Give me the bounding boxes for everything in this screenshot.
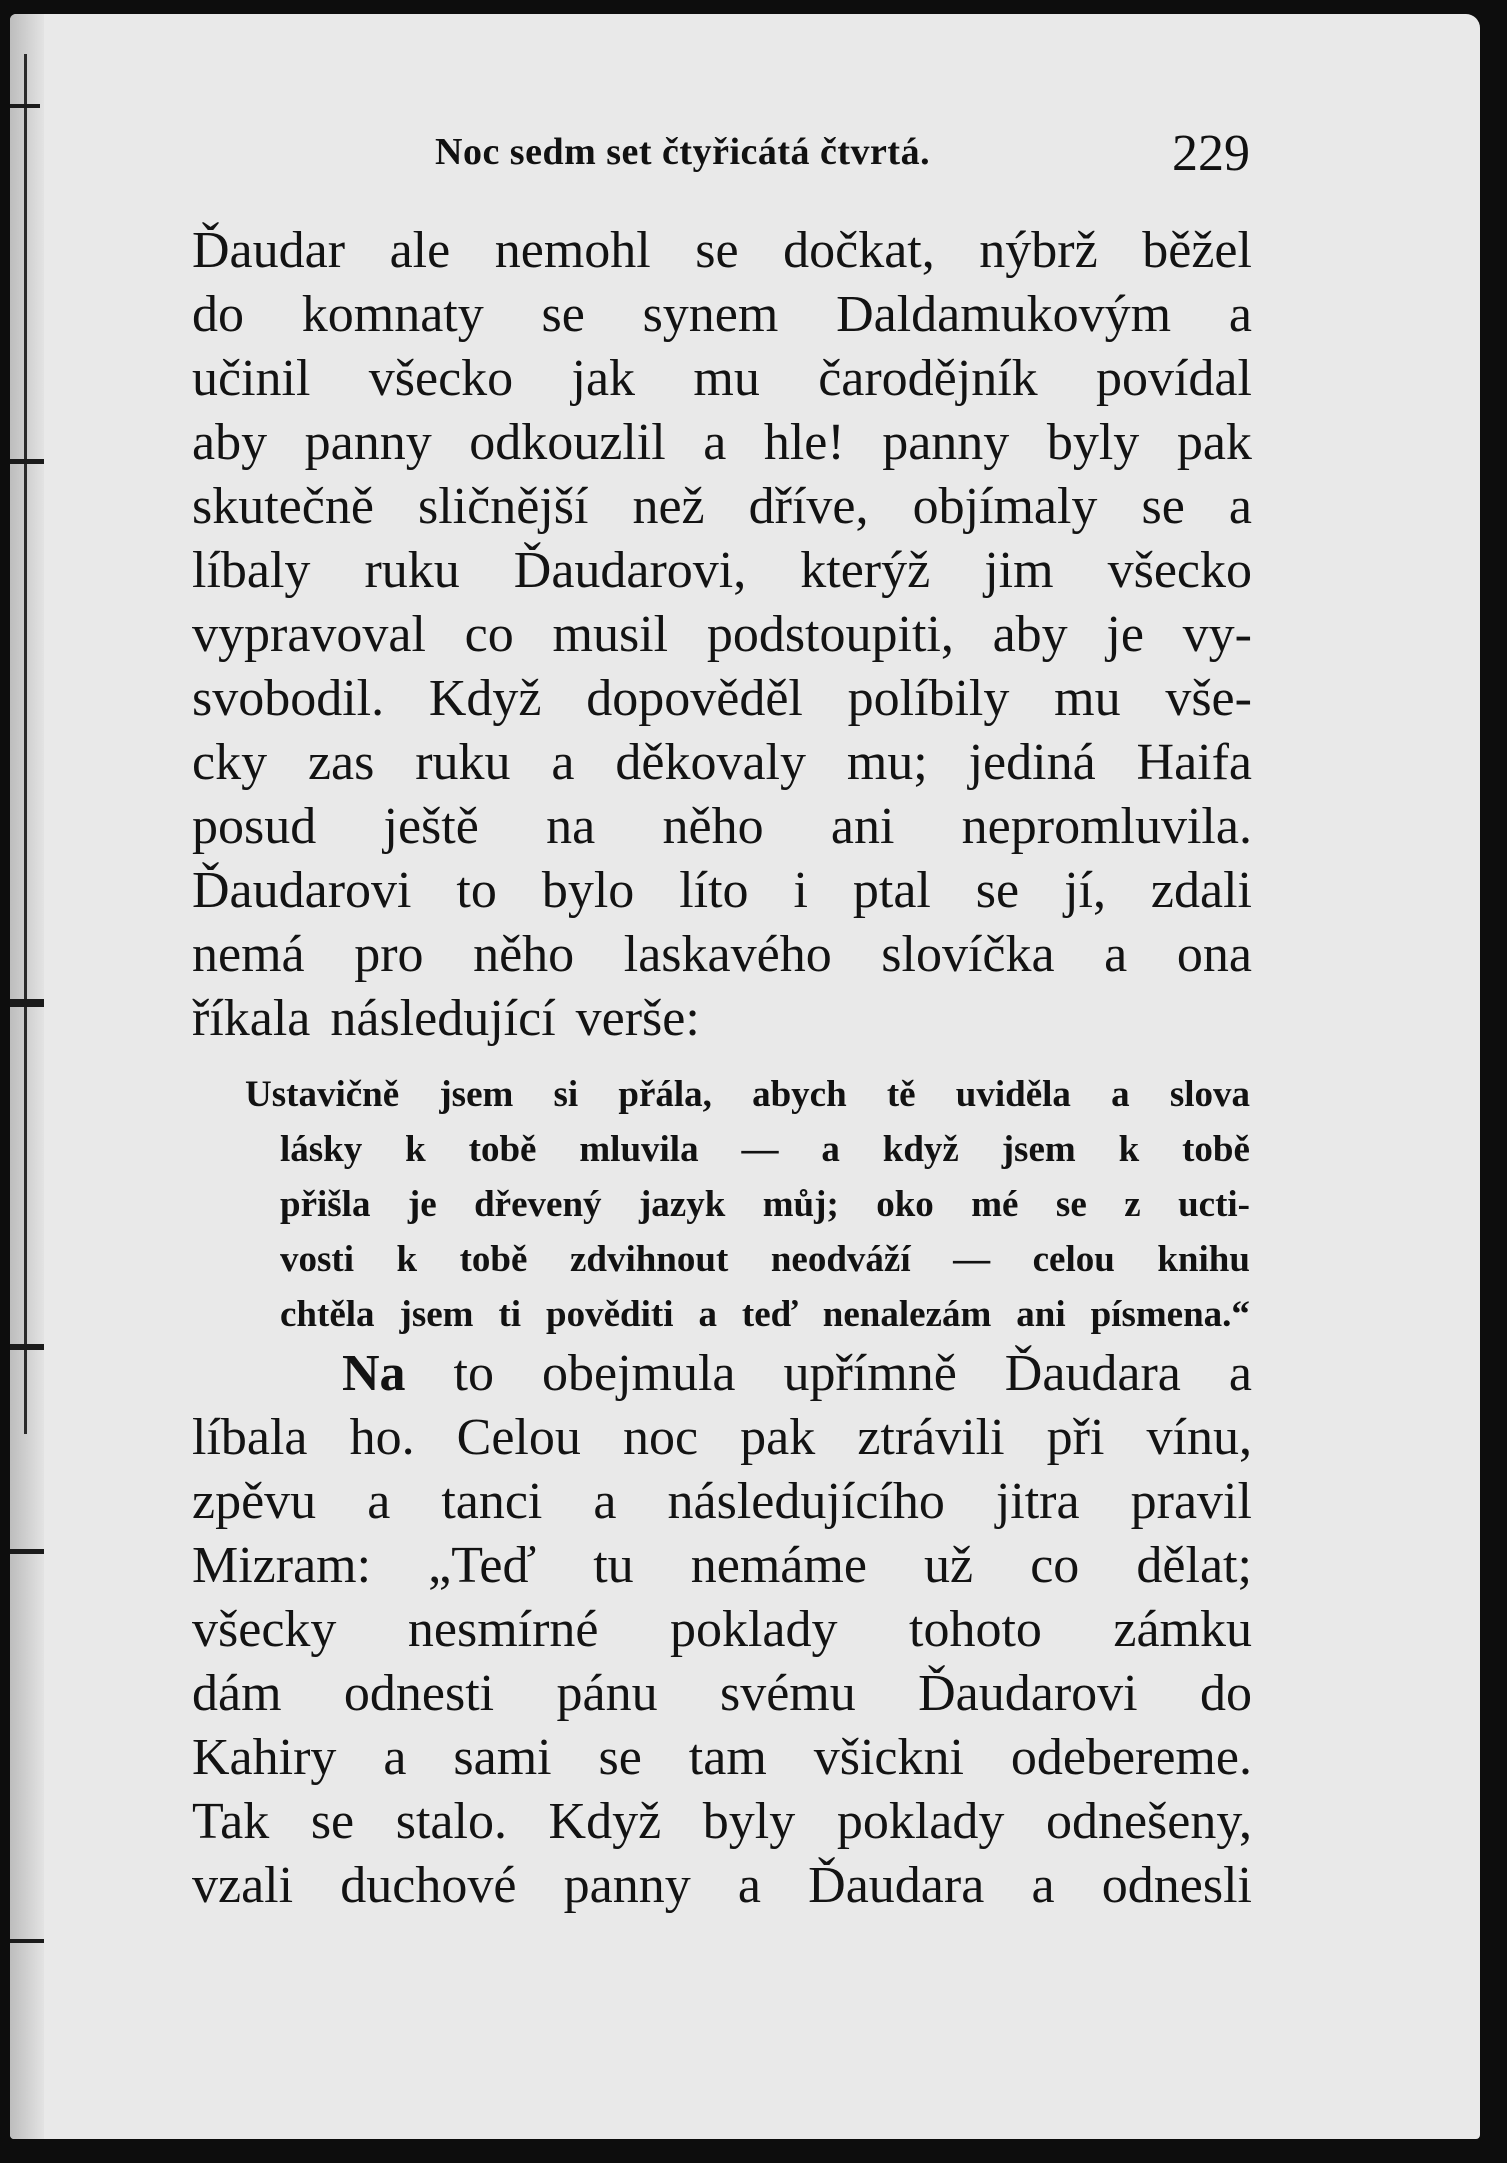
word: a	[737, 1857, 761, 1914]
word: k	[396, 1239, 418, 1280]
text-line	[192, 795, 1252, 859]
running-head: Noc sedm set čtyřicátá čtvrtá.	[435, 131, 931, 173]
word: dopověděl	[586, 670, 803, 727]
word: povídal	[1095, 350, 1252, 407]
word: tu	[593, 1537, 634, 1594]
text-line	[192, 283, 1252, 347]
word: a	[383, 1729, 407, 1786]
word: dřevený	[474, 1184, 602, 1225]
word: tobě	[1182, 1129, 1250, 1170]
word: Celou	[456, 1409, 581, 1466]
word: byly	[702, 1793, 796, 1850]
text-line	[192, 1470, 1252, 1534]
word: mu	[1054, 670, 1121, 727]
text-line	[192, 1854, 1252, 1918]
text-line	[192, 219, 1252, 283]
word: Daldamukovým	[836, 286, 1172, 343]
word: se	[1141, 478, 1185, 535]
text-line	[192, 347, 1252, 411]
page-header	[10, 124, 1480, 184]
word: mé	[971, 1184, 1019, 1225]
word: pánu	[556, 1665, 658, 1722]
word: ho.	[349, 1409, 415, 1466]
text-line	[192, 923, 1252, 987]
word: a	[1031, 1857, 1055, 1914]
text-line	[192, 1662, 1252, 1726]
word: svobodil.	[192, 670, 385, 727]
word: lásky	[280, 1129, 363, 1170]
word: dříve,	[748, 478, 869, 535]
paragraph-2	[192, 1342, 1252, 1918]
word: aby	[192, 414, 268, 471]
word: mu;	[846, 734, 928, 791]
gutter-line	[24, 54, 27, 1434]
word: při	[1046, 1409, 1105, 1466]
text-line	[245, 1177, 1250, 1232]
gutter-mark	[10, 1549, 44, 1554]
text-line	[245, 1232, 1250, 1287]
word: odebereme.	[1010, 1729, 1252, 1786]
word: tobě	[468, 1129, 537, 1170]
word: a	[1228, 1345, 1252, 1402]
page-number: 229	[1172, 125, 1250, 182]
text-line	[192, 603, 1252, 667]
word: ani	[1016, 1294, 1066, 1335]
word: Ďaudara	[808, 1857, 985, 1914]
gutter-mark	[10, 1344, 44, 1350]
word: když	[882, 1129, 959, 1170]
word: na	[546, 798, 596, 855]
word: chtěla	[280, 1294, 375, 1335]
word: cky	[192, 734, 268, 791]
word: vínu,	[1146, 1409, 1252, 1466]
word: dám	[192, 1665, 282, 1722]
word: nemohl	[494, 222, 651, 279]
word: a	[1111, 1074, 1130, 1115]
text-line	[192, 667, 1252, 731]
word: pak	[1176, 414, 1252, 471]
word: písmena.“	[1090, 1294, 1250, 1335]
word: jsem	[1001, 1129, 1076, 1170]
word: jak	[571, 350, 636, 407]
word: —	[741, 1129, 779, 1170]
word: mluvila	[579, 1129, 699, 1170]
word: duchové	[340, 1857, 517, 1914]
word: tobě	[459, 1239, 528, 1280]
text-line	[192, 475, 1252, 539]
word: obejmula	[541, 1345, 736, 1402]
word: dělat;	[1136, 1537, 1252, 1594]
word: do	[1199, 1665, 1252, 1722]
word: políbily	[847, 670, 1010, 727]
word: laskavého	[623, 926, 832, 983]
word: všickni	[813, 1729, 964, 1786]
word: přála,	[618, 1074, 712, 1115]
word: čarodějník	[818, 350, 1038, 407]
word: sličnější	[417, 478, 589, 535]
word: pravil	[1130, 1473, 1252, 1530]
word: celou	[1032, 1239, 1115, 1280]
word: vše-	[1165, 670, 1252, 727]
word: a	[1104, 926, 1128, 983]
word: tohoto	[909, 1601, 1042, 1658]
word: ani	[830, 798, 895, 855]
word: Haifa	[1136, 734, 1252, 791]
word: komnaty	[301, 286, 484, 343]
word: běžel	[1142, 222, 1252, 279]
word: tanci	[441, 1473, 543, 1530]
word: vy-	[1182, 606, 1252, 663]
word: odkouzlil	[469, 414, 666, 471]
gutter-mark	[10, 999, 44, 1007]
word: panny	[304, 414, 432, 471]
word: to	[453, 1345, 494, 1402]
word: jim	[984, 542, 1054, 599]
word: synem	[642, 286, 779, 343]
word: jazyk	[638, 1184, 726, 1225]
word: a	[821, 1129, 840, 1170]
word: kterýž	[800, 542, 931, 599]
word: nenalezám	[822, 1294, 992, 1335]
verse-block	[245, 1067, 1250, 1342]
word: nemá	[192, 926, 305, 983]
word: se	[598, 1729, 642, 1786]
word: objímaly	[912, 478, 1098, 535]
word: slova	[1169, 1074, 1250, 1115]
gutter-mark	[10, 1939, 44, 1943]
word: co	[1030, 1537, 1080, 1594]
word: Ďaudarovi	[918, 1665, 1138, 1722]
word: svému	[719, 1665, 856, 1722]
word: ztrávili	[857, 1409, 1005, 1466]
text-line	[192, 1726, 1252, 1790]
word: ruku	[364, 542, 460, 599]
word: zdvihnout	[569, 1239, 729, 1280]
word: abych	[752, 1074, 847, 1115]
word: stalo.	[395, 1793, 507, 1850]
text-line	[245, 1122, 1250, 1177]
book-page	[10, 14, 1480, 2139]
word: noc	[622, 1409, 699, 1466]
text-line	[192, 1598, 1252, 1662]
word: pověditi	[546, 1294, 674, 1335]
word: poklady	[836, 1793, 1005, 1850]
word: přišla	[280, 1184, 371, 1225]
word: i	[793, 862, 808, 919]
word: učinil	[192, 350, 311, 407]
word: Kahiry	[192, 1729, 337, 1786]
word: jsem	[399, 1294, 474, 1335]
word: něho	[473, 926, 575, 983]
word: Tak	[192, 1793, 270, 1850]
word: teď	[741, 1294, 798, 1335]
text-line	[192, 1534, 1252, 1598]
word: se	[541, 286, 585, 343]
word: z	[1124, 1184, 1141, 1225]
word: poklady	[669, 1601, 838, 1658]
word: k	[1118, 1129, 1140, 1170]
word: byly	[1046, 414, 1140, 471]
word: následující	[330, 990, 556, 1047]
text-line	[192, 1406, 1252, 1470]
word: mu	[693, 350, 760, 407]
word: můj;	[762, 1184, 839, 1225]
word: odnesti	[343, 1665, 495, 1722]
word: děkovaly	[615, 734, 806, 791]
text-line	[245, 1287, 1250, 1342]
word: do	[192, 286, 244, 343]
word: a	[367, 1473, 391, 1530]
word: ptal	[852, 862, 931, 919]
word: líto	[679, 862, 749, 919]
text-line	[192, 411, 1252, 475]
word: vosti	[280, 1239, 354, 1280]
word: Když	[548, 1793, 662, 1850]
word: vzali	[192, 1857, 294, 1914]
word: Ďaudara	[1004, 1345, 1181, 1402]
word: ucti-	[1178, 1184, 1250, 1225]
word: slovíčka	[881, 926, 1055, 983]
word: upřímně	[783, 1345, 957, 1402]
word: a	[1228, 286, 1252, 343]
word: jí,	[1064, 862, 1106, 919]
paragraph-1	[192, 219, 1252, 1051]
word: a	[593, 1473, 617, 1530]
gutter-mark	[10, 104, 40, 108]
text-line	[192, 987, 1252, 1051]
word: než	[632, 478, 705, 535]
text-line	[192, 731, 1252, 795]
word: podstoupiti,	[706, 606, 954, 663]
word: pak	[740, 1409, 816, 1466]
word: všecko	[368, 350, 514, 407]
word: ti	[498, 1294, 522, 1335]
word: bylo	[541, 862, 635, 919]
word: jediná	[968, 734, 1096, 791]
word: se	[695, 222, 739, 279]
word: tě	[886, 1074, 916, 1115]
text-line	[192, 539, 1252, 603]
word: zas	[307, 734, 375, 791]
word: zámku	[1113, 1601, 1252, 1658]
text-line	[192, 1342, 1252, 1406]
word: neodváží	[770, 1239, 911, 1280]
word: nesmírné	[407, 1601, 599, 1658]
word: tam	[688, 1729, 767, 1786]
word: říkala	[192, 990, 311, 1047]
word: posud	[192, 798, 317, 855]
word: panny	[563, 1857, 691, 1914]
page-gutter	[10, 14, 44, 2139]
word: odnesli	[1101, 1857, 1252, 1914]
word: všecky	[192, 1601, 337, 1658]
word: jsem	[439, 1074, 514, 1115]
word: knihu	[1157, 1239, 1250, 1280]
word: všecko	[1107, 542, 1252, 599]
word: oko	[876, 1184, 934, 1225]
word: se	[310, 1793, 355, 1850]
gutter-mark	[10, 459, 44, 464]
word: uviděla	[955, 1074, 1071, 1115]
word: to	[456, 862, 497, 919]
word: už	[924, 1537, 974, 1594]
word: je	[1106, 606, 1144, 663]
word: —	[953, 1239, 991, 1280]
word: ruku	[415, 734, 511, 791]
word: nemáme	[690, 1537, 867, 1594]
word: a	[698, 1294, 717, 1335]
word: je	[407, 1184, 437, 1225]
word: hle!	[763, 414, 845, 471]
word: Ďaudarovi,	[513, 542, 747, 599]
word: následujícího	[667, 1473, 945, 1530]
word: Ustavičně	[245, 1074, 400, 1115]
word: si	[553, 1074, 579, 1115]
word: a	[1228, 478, 1252, 535]
word: Když	[428, 670, 542, 727]
word: odnešeny,	[1045, 1793, 1252, 1850]
word: líbaly	[192, 542, 311, 599]
word: aby	[992, 606, 1068, 663]
word: pro	[354, 926, 424, 983]
word: dočkat,	[783, 222, 935, 279]
word: ona	[1176, 926, 1252, 983]
word: a	[551, 734, 575, 791]
word: Mizram:	[192, 1537, 372, 1594]
word: Na	[342, 1345, 406, 1402]
word: nepromluvila.	[961, 798, 1252, 855]
word: něho	[662, 798, 764, 855]
word: ještě	[383, 798, 479, 855]
word: verše:	[575, 990, 700, 1047]
text-line	[192, 1790, 1252, 1854]
word: skutečně	[192, 478, 374, 535]
text-line	[192, 859, 1252, 923]
word: vypravoval	[192, 606, 426, 663]
word: Ďaudarovi	[192, 862, 412, 919]
word: „Teď	[428, 1537, 537, 1594]
word: nýbrž	[979, 222, 1098, 279]
word: panny	[882, 414, 1010, 471]
word: ale	[389, 222, 451, 279]
word: se	[1055, 1184, 1087, 1225]
word: zdali	[1150, 862, 1252, 919]
word: jitra	[995, 1473, 1080, 1530]
word: líbala	[192, 1409, 308, 1466]
word: a	[703, 414, 727, 471]
word: sami	[453, 1729, 552, 1786]
word: se	[975, 862, 1020, 919]
word: Ďaudar	[192, 222, 346, 279]
word: zpěvu	[192, 1473, 317, 1530]
word: co	[464, 606, 514, 663]
word: k	[405, 1129, 426, 1170]
word: musil	[552, 606, 669, 663]
text-line	[245, 1067, 1250, 1122]
